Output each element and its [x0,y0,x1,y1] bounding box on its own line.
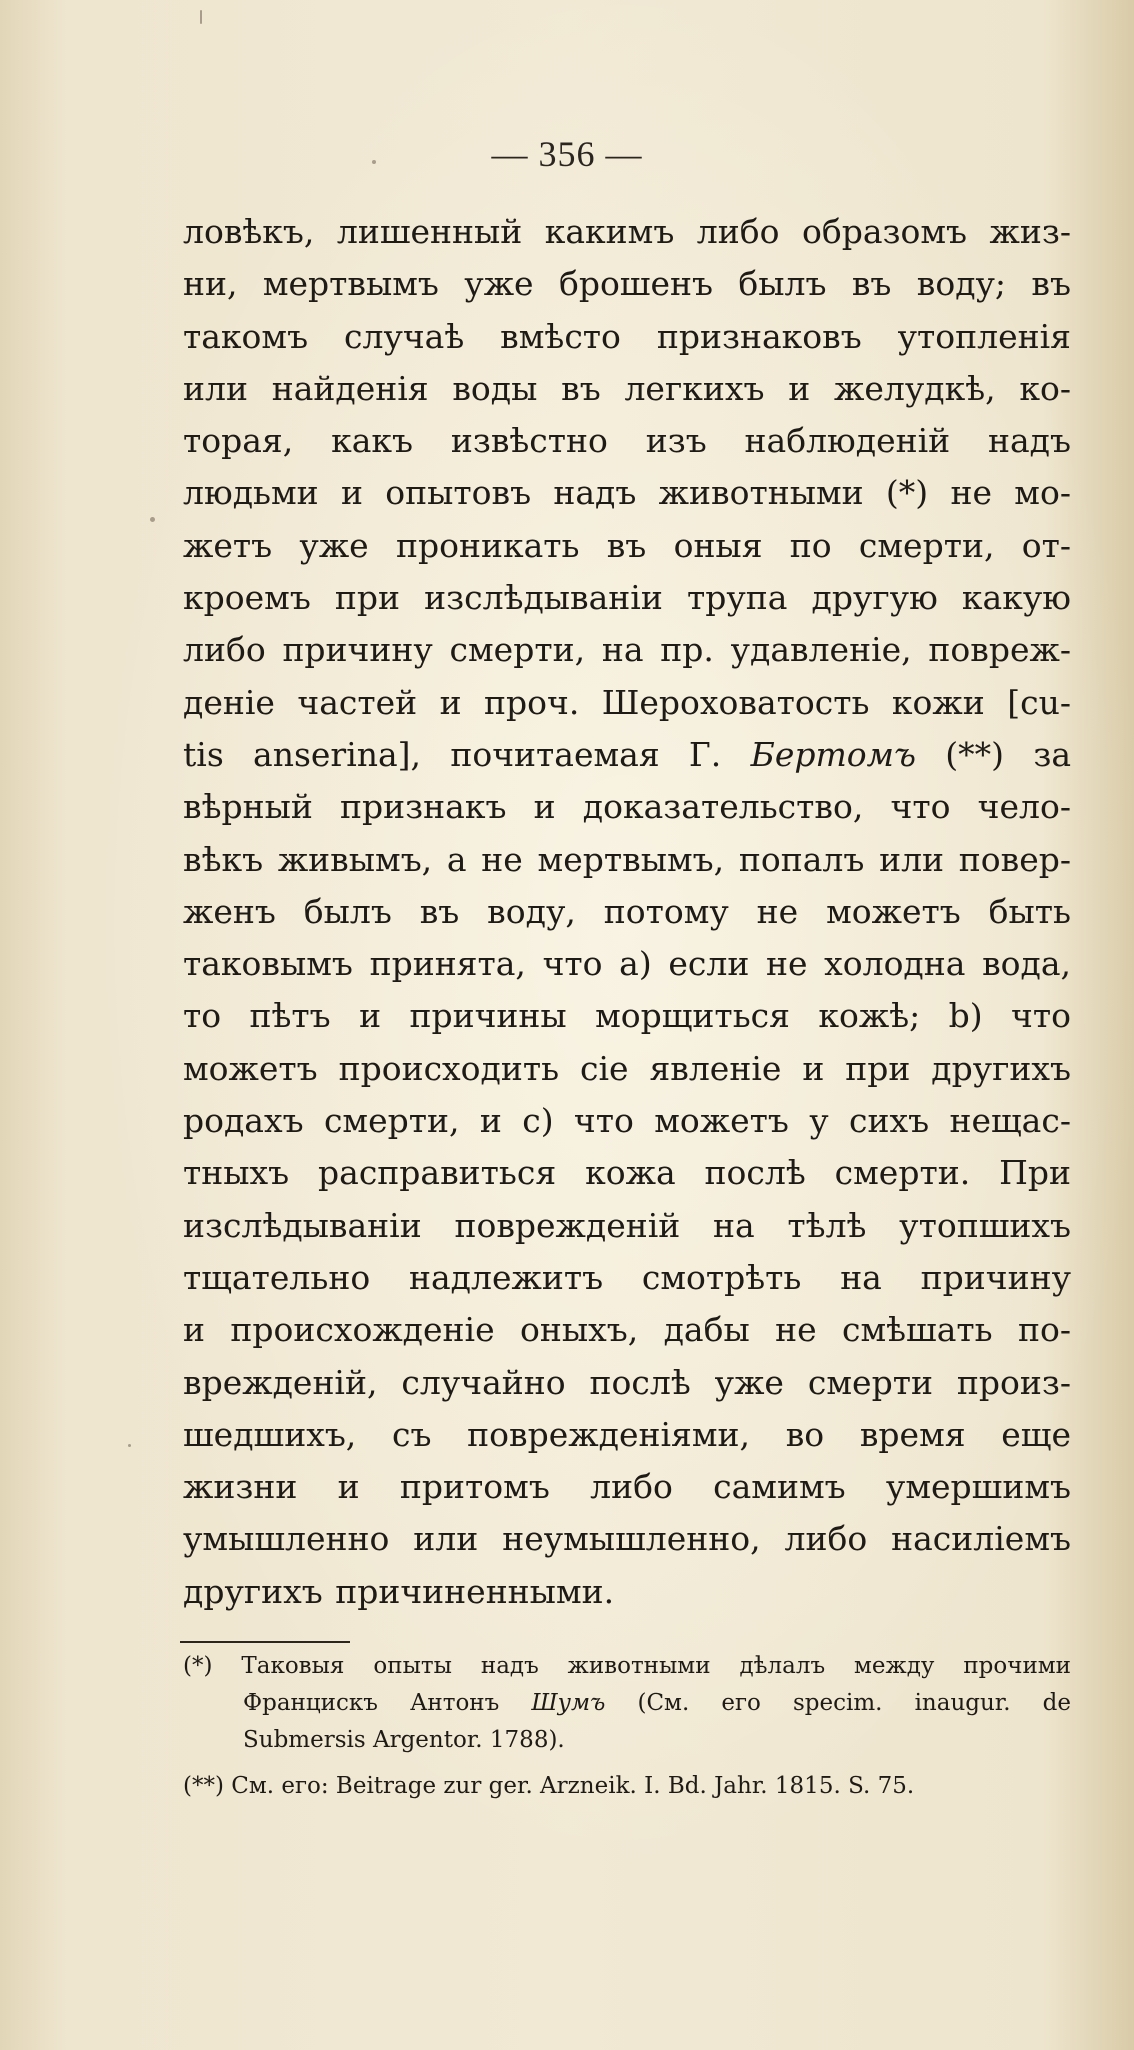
text-segment: (**) за [945,734,1071,774]
text-line: кроемъ при изслѣдываніи трупа другую какую [183,578,1071,618]
text-segment: Францискъ Антонъ [243,1690,500,1716]
text-line: или найденія воды въ легкихъ и желудкѣ, ко- [183,368,1071,408]
text-line: то пѣтъ и причины морщиться кожѣ; b) что [183,996,1071,1036]
italic-name: Шумъ [531,1690,606,1716]
text-line-with-name [183,729,1071,781]
footnotes [183,1648,1071,1805]
text-line: такомъ случаѣ вмѣсто признаковъ утопленія [183,316,1071,356]
text-line: вѣрный признакъ и доказательство, что чело- [183,787,1071,827]
text-line: тщательно надлежитъ смотрѣть на причину [183,1257,1071,1297]
text-line: жизни и притомъ либо самимъ умершимъ [183,1467,1071,1507]
text-line: торая, какъ извѣстно изъ наблюденій надъ [183,421,1071,461]
text-line: тныхъ расправиться кожа послѣ смерти. При [183,1153,1071,1193]
text-line: родахъ смерти, и с) что можетъ у сихъ нещас- [183,1101,1071,1141]
text-line: ловѣкъ, лишенный какимъ либо образомъ жиз- [183,212,1071,251]
text-line: изслѣдываніи поврежденій на тѣлѣ утопшихъ [183,1205,1071,1245]
text-line: врежденій, случайно послѣ уже смерти произ- [183,1362,1071,1402]
text-line: жетъ уже проникать въ оныя по смерти, от- [183,525,1071,565]
text-line: людьми и опытовъ надъ животными (*) не мо- [183,473,1071,513]
text-line: таковымъ принята, что а) если не холодна вода, [183,944,1071,984]
body-text [183,206,1071,1618]
text-line: либо причину смерти, на пр. удавленіе, повреж- [183,630,1071,670]
footnote-1-line: Submersis Argentor. 1788). [243,1727,565,1753]
text-line: умышленно или неумышленно, либо насиліемъ [183,1519,1071,1559]
text-line: деніе частей и проч. Шероховатость кожи [cu- [183,682,1071,722]
text-line: и происхожденіе оныхъ, дабы не смѣшать по- [183,1310,1071,1350]
paper-speck [150,517,155,522]
text-segment: (См. его specim. inaugur. de [637,1690,1072,1716]
footnote-1-line: (*) Таковыя опыты надъ животными дѣлалъ между прочими [183,1653,1071,1679]
text-line: можетъ происходить сіе явленіе и при другихъ [183,1048,1071,1088]
footnote-2: (**) См. его: Beitrage zur ger. Arzneik. I. Bd. Jahr. 1815. S. 75. [183,1773,915,1799]
paper-speck [372,160,376,164]
page-number: — 356 — [491,134,643,174]
paper-speck [128,1444,131,1447]
text-line: женъ былъ въ воду, потому не можетъ быть [183,891,1071,931]
text-segment: tis anserina], почитаемая Г. [183,734,722,774]
text-line: другихъ причиненными. [183,1571,615,1611]
text-line: шедшихъ, съ поврежденіями, во время еще [183,1414,1071,1454]
footnote-1-line [183,1685,1071,1722]
italic-name: Бертомъ [750,734,916,774]
paper-speck [200,10,202,24]
text-line: ни, мертвымъ уже брошенъ былъ въ воду; въ [183,264,1071,304]
footnote-rule [180,1641,350,1643]
text-line: вѣкъ живымъ, а не мертвымъ, попалъ или повер- [183,839,1071,879]
